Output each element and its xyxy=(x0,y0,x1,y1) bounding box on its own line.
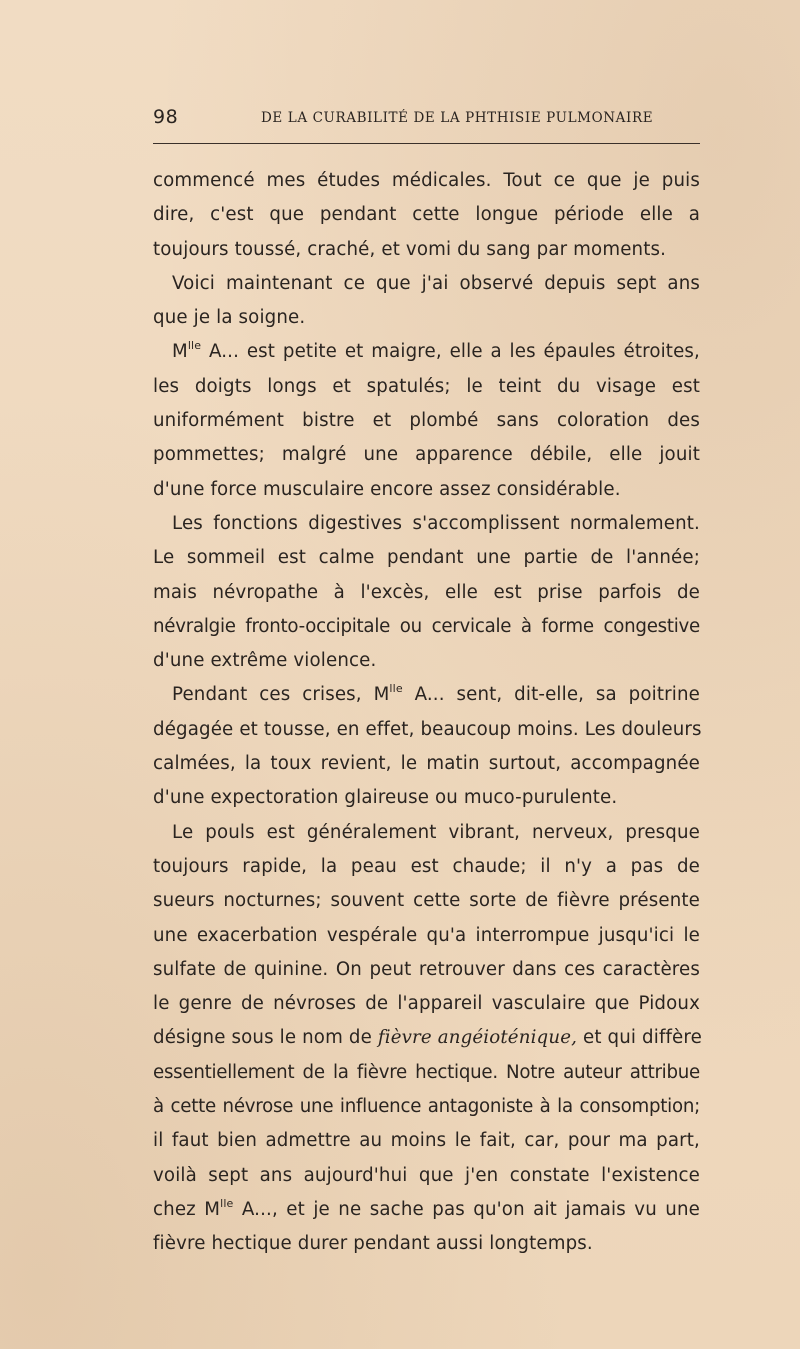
text-line xyxy=(153,1056,700,1090)
text-segment: toujours rapide, la peau est chaude; il n'y a pas de xyxy=(153,855,700,877)
text-segment: chez M xyxy=(153,1198,221,1220)
text-line xyxy=(153,541,700,575)
text-line xyxy=(153,370,700,404)
running-title: DE LA CURABILITÉ DE LA PHTHISIE PULMONAIRE xyxy=(261,110,654,126)
text-segment: désigne sous le nom de xyxy=(153,1027,378,1049)
text-line xyxy=(153,267,700,301)
page-header xyxy=(153,104,700,130)
text-line xyxy=(153,1124,700,1158)
text-segment: voilà sept ans aujourd'hui que j'en constate l'existence xyxy=(153,1164,700,1186)
text-segment: dégagée et tousse, en effet, beaucoup moins. Les douleurs xyxy=(153,718,702,740)
text-line xyxy=(153,781,700,815)
text-segment: toujours toussé, craché, et vomi du sang par moments. xyxy=(153,238,667,260)
text-segment: A... sent, dit-elle, sa poitrine xyxy=(402,684,700,706)
text-segment: sulfate de quinine. On peut retrouver dans ces caractères xyxy=(153,958,700,980)
text-line xyxy=(153,678,700,712)
text-line xyxy=(153,164,700,198)
text-segment: dire, c'est que pendant cette longue période elle a xyxy=(153,204,700,226)
text-line xyxy=(153,1227,700,1261)
text-line xyxy=(153,233,700,267)
text-line xyxy=(153,884,700,918)
text-segment: M xyxy=(172,341,188,363)
text-segment: calmées, la toux revient, le matin surtout, accompagnée xyxy=(153,753,700,775)
text-line xyxy=(153,1021,700,1055)
text-segment: uniformément bistre et plombé sans coloration des xyxy=(153,410,700,432)
superscript: lle xyxy=(187,339,202,353)
superscript: lle xyxy=(389,682,403,696)
superscript: lle xyxy=(220,1196,234,1210)
text-segment: et qui diffère xyxy=(577,1027,702,1049)
text-line xyxy=(153,438,700,472)
text-segment: Voici maintenant ce que j'ai observé depuis sept ans xyxy=(172,272,700,294)
text-segment: commencé mes études médicales. Tout ce que je puis xyxy=(153,170,700,191)
text-line xyxy=(153,987,700,1021)
text-line xyxy=(153,1090,700,1124)
text-segment: essentiellement de la fièvre hectique. Notre auteur attribue xyxy=(153,1061,700,1083)
text-line xyxy=(153,335,700,369)
text-line xyxy=(153,747,700,781)
text-line xyxy=(153,953,700,987)
text-segment: mais névropathe à l'excès, elle est prise parfois de xyxy=(153,581,700,603)
text-segment: névralgie fronto-occipitale ou cervicale à forme congestive xyxy=(153,615,700,637)
text-line xyxy=(153,816,700,850)
italic-term: fièvre angéioténique, xyxy=(377,1027,578,1049)
text-segment: A... est petite et maigre, elle a les épaules étroites, xyxy=(201,341,700,363)
text-line xyxy=(153,919,700,953)
text-line xyxy=(153,576,700,610)
text-segment: d'une extrême violence. xyxy=(153,650,377,672)
text-segment: d'une expectoration glaireuse ou muco-purulente. xyxy=(153,787,618,809)
text-segment: A..., et je ne sache pas qu'on ait jamais vu une xyxy=(233,1198,700,1220)
text-segment: sueurs nocturnes; souvent cette sorte de fièvre présente xyxy=(153,890,700,912)
text-line xyxy=(153,713,700,747)
text-segment: Le pouls est généralement vibrant, nerveux, presque xyxy=(172,821,700,843)
text-line xyxy=(153,404,700,438)
text-line xyxy=(153,850,700,884)
text-line xyxy=(153,473,700,507)
header-rule xyxy=(153,143,700,144)
text-line xyxy=(153,507,700,541)
text-line xyxy=(153,1159,700,1193)
text-segment: pommettes; malgré une apparence débile, elle jouit xyxy=(153,444,700,466)
text-segment: une exacerbation vespérale qu'a interrompue jusqu'ici le xyxy=(153,924,700,946)
text-line xyxy=(153,301,700,335)
text-segment: fièvre hectique durer pendant aussi longtemps. xyxy=(153,1233,593,1255)
text-segment: Les fonctions digestives s'accomplissent normalement. xyxy=(172,512,700,534)
text-line xyxy=(153,610,700,644)
text-segment: d'une force musculaire encore assez considérable. xyxy=(153,478,621,500)
text-line xyxy=(153,1193,700,1227)
text-line xyxy=(153,198,700,232)
text-segment: il faut bien admettre au moins le fait, car, pour ma part, xyxy=(153,1130,700,1152)
text-segment: le genre de névroses de l'appareil vasculaire que Pidoux xyxy=(153,993,700,1015)
body-text xyxy=(153,164,700,1262)
text-segment: Pendant ces crises, M xyxy=(172,684,390,706)
text-segment: les doigts longs et spatulés; le teint du visage est xyxy=(153,375,700,397)
page-number: 98 xyxy=(153,106,179,128)
text-segment: Le sommeil est calme pendant une partie de l'année; xyxy=(153,547,700,569)
text-line xyxy=(153,644,700,678)
text-segment: à cette névrose une influence antagoniste à la consomption; xyxy=(153,1096,700,1118)
text-segment: que je la soigne. xyxy=(153,307,306,329)
